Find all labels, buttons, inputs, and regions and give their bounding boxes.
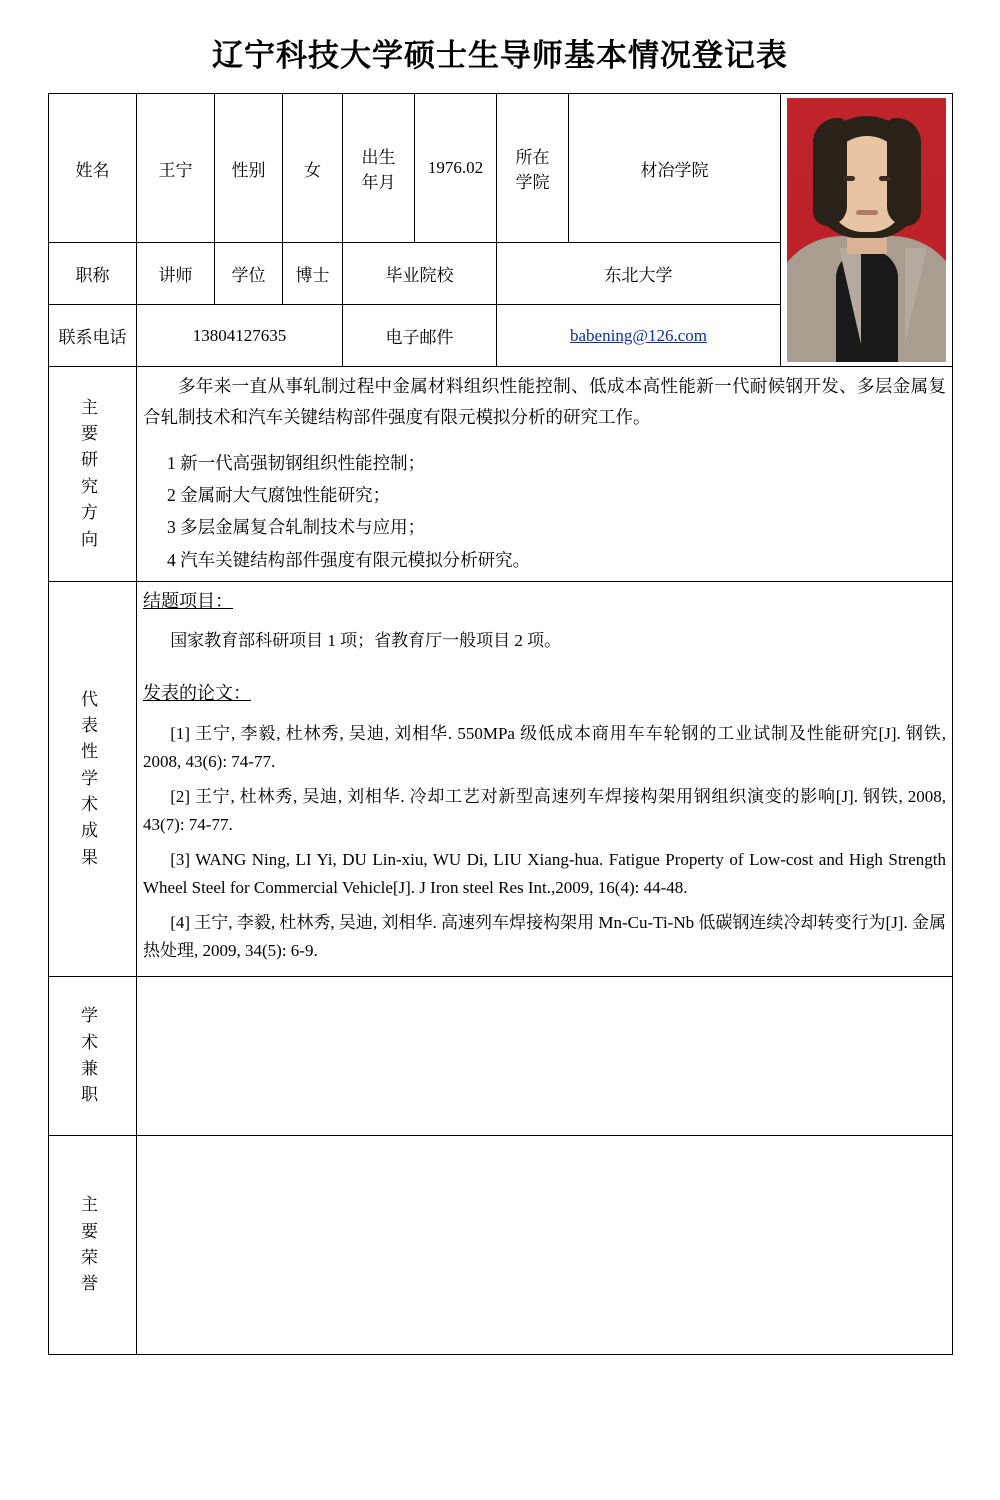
birth-label-line1: 出生 [361, 148, 396, 167]
honors-label-char-1: 主 [81, 1195, 104, 1215]
part-time-label [49, 977, 137, 1136]
achievements-label [49, 581, 137, 976]
research-item: 3 多层金属复合轧制技术与应用； [167, 517, 426, 538]
school-value: 东北大学 [497, 243, 781, 305]
degree-value: 博士 [283, 243, 343, 305]
part-time-content [137, 977, 953, 1136]
page-title: 辽宁科技大学硕士生导师基本情况登记表 [212, 38, 788, 73]
honors-label [49, 1136, 137, 1355]
research-label-char-6: 向 [81, 529, 104, 549]
achievements-label-char-4: 学 [81, 768, 104, 788]
photo-cell [781, 94, 953, 367]
honors-label-char-2: 要 [81, 1221, 104, 1241]
research-item: 2 金属耐大气腐蚀性能研究； [167, 485, 391, 506]
research-item: 1 新一代高强韧钢组织性能控制； [167, 453, 426, 474]
photo-collar-right [905, 248, 947, 344]
research-label-char-5: 方 [81, 503, 104, 523]
achievements-label-char-3: 性 [81, 742, 104, 762]
photo-hair-right [887, 118, 921, 226]
honors-label-char-4: 誉 [81, 1274, 104, 1294]
projects-text: 国家教育部科研项目 1 项；省教育厅一般项目 2 项。 [170, 631, 562, 651]
name-value: 王宁 [137, 94, 215, 243]
photo-eye-right [879, 176, 891, 181]
title-value: 讲师 [137, 243, 215, 305]
part-time-label-char-3: 兼 [81, 1059, 104, 1079]
photo-mouth [856, 210, 878, 215]
college-label [497, 94, 569, 243]
table-row-honors [49, 1136, 953, 1355]
paper-entry: [3] WANG Ning, LI Yi, DU Lin-xiu, WU Di, LIU Xiang-hua. Fatigue Property of Low-cost and High Strength Wheel Steel for Commercial Vehicle[J]. J Iron steel Res Int.,2009, 16(4): 44-48. [143, 849, 946, 897]
table-row-research [49, 367, 953, 582]
paper-entry: [1] 王宁, 李毅, 杜林秀, 吴迪, 刘相华. 550MPa 级低成本商用车车轮钢的工业试制及性能研究[J]. 钢铁, 2008, 43(6): 74-77. [143, 723, 946, 771]
honors-content [137, 1136, 953, 1355]
phone-label: 联系电话 [49, 305, 137, 367]
portrait-photo [787, 98, 946, 362]
research-label-char-3: 研 [81, 450, 104, 470]
research-item: 4 汽车关键结构部件强度有限元模拟分析研究。 [167, 549, 531, 570]
paper-entry: [2] 王宁, 杜林秀, 吴迪, 刘相华. 冷却工艺对新型高速列车焊接构架用钢组织演变的影响[J]. 钢铁, 2008, 43(7): 74-77. [143, 786, 946, 834]
birth-label-line2: 年月 [361, 173, 396, 192]
college-label-line1: 所在 [515, 148, 550, 167]
research-label-char-1: 主 [81, 397, 104, 417]
research-label [49, 367, 137, 582]
honors-label-char-3: 荣 [81, 1248, 104, 1268]
gender-label: 性别 [215, 94, 283, 243]
photo-hair-left [813, 118, 847, 226]
school-label: 毕业院校 [343, 243, 497, 305]
projects-heading: 结题项目： [143, 590, 233, 611]
table-row-part-time [49, 977, 953, 1136]
gender-value: 女 [283, 94, 343, 243]
birth-label [343, 94, 415, 243]
title-label: 职称 [49, 243, 137, 305]
spacer [143, 662, 946, 678]
part-time-label-char-4: 职 [81, 1085, 104, 1105]
papers-heading: 发表的论文： [143, 683, 251, 704]
table-row-basic-1 [49, 94, 953, 243]
name-label: 姓名 [49, 94, 137, 243]
research-label-char-4: 究 [81, 476, 104, 496]
birth-value: 1976.02 [415, 94, 497, 243]
achievements-label-char-7: 果 [81, 847, 104, 867]
achievements-label-char-6: 成 [81, 821, 104, 841]
research-content [137, 367, 953, 582]
college-label-line2: 学院 [515, 173, 550, 192]
achievements-label-char-1: 代 [81, 689, 104, 709]
paper-entry: [4] 王宁, 李毅, 杜林秀, 吴迪, 刘相华. 高速列车焊接构架用 Mn-Cu-Ti-Nb 低碳钢连续冷却转变行为[J]. 金属热处理, 2009, 34(5): 6-9. [143, 912, 946, 960]
spacer [143, 432, 946, 448]
registration-form-table [48, 93, 953, 1355]
email-value-cell [497, 305, 781, 367]
email-label: 电子邮件 [343, 305, 497, 367]
achievements-content [137, 581, 953, 976]
table-row-achievements [49, 581, 953, 976]
degree-label: 学位 [215, 243, 283, 305]
part-time-label-char-1: 学 [81, 1006, 104, 1026]
research-summary: 多年来一直从事轧制过程中金属材料组织性能控制、低成本高性能新一代耐候钢开发、多层金属复合轧制技术和汽车关键结构部件强度有限元模拟分析的研究工作。 [143, 376, 946, 427]
phone-value: 13804127635 [137, 305, 343, 367]
achievements-label-char-5: 术 [81, 795, 104, 814]
photo-eye-left [843, 176, 855, 181]
email-link[interactable]: babening@126.com [570, 325, 707, 345]
achievements-label-char-2: 表 [81, 715, 104, 735]
research-label-char-2: 要 [81, 424, 104, 444]
photo-collar-left [805, 248, 861, 344]
college-value: 材冶学院 [569, 94, 781, 243]
part-time-label-char-2: 术 [81, 1032, 104, 1052]
